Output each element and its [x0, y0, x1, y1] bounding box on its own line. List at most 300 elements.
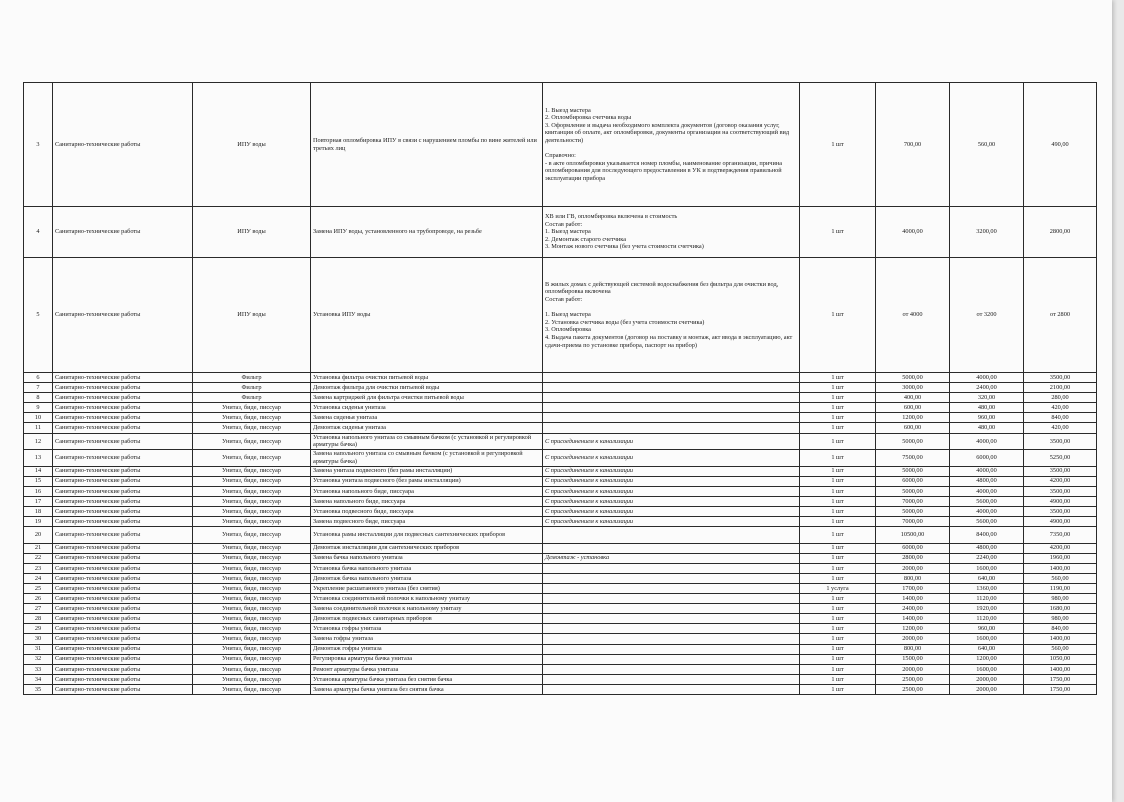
price-2: 3200,00 [950, 207, 1024, 258]
table-row [24, 433, 1097, 450]
service-note: С присоединением к канализации [543, 506, 800, 516]
work-category: Унитаз, биде, писсуар [193, 466, 311, 476]
price-3: 490,00 [1024, 83, 1097, 207]
price-2: 8400,00 [950, 527, 1024, 544]
unit: 1 шт [800, 594, 876, 604]
service-name: Установка унитаза подвесного (без рамы инсталляции) [311, 476, 543, 486]
price-3: 1680,00 [1024, 604, 1097, 614]
row-number: 33 [24, 664, 53, 674]
row-number: 17 [24, 496, 53, 506]
price-2: 5600,00 [950, 517, 1024, 527]
table-row [24, 496, 1097, 506]
price-3: 5250,00 [1024, 450, 1097, 467]
work-section: Санитарно-технические работы [53, 553, 193, 563]
service-name: Демонтаж фильтра для очистки питьевой воды [311, 383, 543, 393]
row-number: 20 [24, 527, 53, 544]
service-name: Установка фильтра очистки питьевой воды [311, 373, 543, 383]
work-category: Унитаз, биде, писсуар [193, 594, 311, 604]
service-note [543, 383, 800, 393]
work-section: Санитарно-технические работы [53, 654, 193, 664]
price-1: 3000,00 [876, 383, 950, 393]
price-2: 6000,00 [950, 450, 1024, 467]
row-number: 15 [24, 476, 53, 486]
unit: 1 шт [800, 563, 876, 573]
price-2: 1600,00 [950, 563, 1024, 573]
service-note [543, 654, 800, 664]
service-note [543, 674, 800, 684]
price-2: 4000,00 [950, 486, 1024, 496]
price-3: 840,00 [1024, 413, 1097, 423]
unit: 1 шт [800, 383, 876, 393]
work-category: Унитаз, биде, писсуар [193, 563, 311, 573]
table-row [24, 466, 1097, 476]
unit: 1 шт [800, 83, 876, 207]
work-category: Унитаз, биде, писсуар [193, 476, 311, 486]
work-section: Санитарно-технические работы [53, 486, 193, 496]
unit: 1 шт [800, 527, 876, 544]
price-1: 2500,00 [876, 674, 950, 684]
row-number: 26 [24, 594, 53, 604]
row-number: 23 [24, 563, 53, 573]
price-3: 4900,00 [1024, 496, 1097, 506]
price-3: 1400,00 [1024, 563, 1097, 573]
price-2: 5600,00 [950, 496, 1024, 506]
work-category: Унитаз, биде, писсуар [193, 506, 311, 516]
work-category: Унитаз, биде, писсуар [193, 527, 311, 544]
service-name: Установка подвесного биде, писсуара [311, 506, 543, 516]
row-number: 28 [24, 614, 53, 624]
table-row [24, 258, 1097, 373]
unit: 1 шт [800, 624, 876, 634]
price-3: 2800,00 [1024, 207, 1097, 258]
price-3: 7350,00 [1024, 527, 1097, 544]
table-row [24, 553, 1097, 563]
price-2: 1120,00 [950, 614, 1024, 624]
service-note: С присоединением к канализации [543, 450, 800, 467]
work-section: Санитарно-технические работы [53, 614, 193, 624]
price-3: 980,00 [1024, 614, 1097, 624]
price-3: 4200,00 [1024, 476, 1097, 486]
work-category: Унитаз, биде, писсуар [193, 573, 311, 583]
price-2: 2000,00 [950, 674, 1024, 684]
table-row [24, 573, 1097, 583]
service-note: С присоединением к канализации [543, 476, 800, 486]
work-category: Унитаз, биде, писсуар [193, 403, 311, 413]
service-note: В жилых домах с действующей системой водоснабжения без фильтра для очистки вод, опломбировка включена Состав работ: 1. Выезд мастера 2. Установка счетчика воды (без учета стоимости счетчика) 3. Опломбировка 4. Выдача пакета документов (договор на поставку и монтаж, акт ввода в эксплуатацию, акт сдачи-приема по установке прибора, паспорт на прибор) [543, 258, 800, 373]
service-name: Замена подвесного биде, писсуара [311, 517, 543, 527]
table-row [24, 654, 1097, 664]
service-note: ХВ или ГВ, опломбировка включена в стоимость Состав работ: 1. Выезд мастера 2. Демонтаж старого счетчика 3. Монтаж нового счетчика (без учета стоимости счетчика) [543, 207, 800, 258]
table-row [24, 674, 1097, 684]
service-name: Установка напольного биде, писсуара [311, 486, 543, 496]
unit: 1 шт [800, 684, 876, 694]
price-2: 640,00 [950, 573, 1024, 583]
work-section: Санитарно-технические работы [53, 393, 193, 403]
price-1: 5000,00 [876, 506, 950, 516]
service-name: Демонтаж инсталляции для сантехнических приборов [311, 543, 543, 553]
table-row [24, 476, 1097, 486]
price-2: 1920,00 [950, 604, 1024, 614]
price-3: 1400,00 [1024, 664, 1097, 674]
work-section: Санитарно-технические работы [53, 373, 193, 383]
row-number: 18 [24, 506, 53, 516]
price-3: 1750,00 [1024, 674, 1097, 684]
table-row [24, 543, 1097, 553]
unit: 1 шт [800, 634, 876, 644]
service-note [543, 573, 800, 583]
price-3: 1750,00 [1024, 684, 1097, 694]
service-name: Установка напольного унитаза со смывным бачком (с установкой и регулировкой арматуры бачка) [311, 433, 543, 450]
service-name: Установка ИПУ воды [311, 258, 543, 373]
work-section: Санитарно-технические работы [53, 496, 193, 506]
unit: 1 шт [800, 506, 876, 516]
row-number: 6 [24, 373, 53, 383]
price-3: 4200,00 [1024, 543, 1097, 553]
table-row [24, 517, 1097, 527]
price-2: 2400,00 [950, 383, 1024, 393]
service-name: Установка гофры унитаза [311, 624, 543, 634]
work-section: Санитарно-технические работы [53, 258, 193, 373]
unit: 1 шт [800, 517, 876, 527]
table-row [24, 624, 1097, 634]
price-3: 4900,00 [1024, 517, 1097, 527]
price-3: 840,00 [1024, 624, 1097, 634]
service-name: Повторная опломбировка ИПУ в связи с нарушением пломбы по вине жителей или третьих лиц [311, 83, 543, 207]
work-category: Унитаз, биде, писсуар [193, 553, 311, 563]
unit: 1 шт [800, 373, 876, 383]
price-3: 1960,00 [1024, 553, 1097, 563]
service-name: Установка соединительной полочки к напольному унитазу [311, 594, 543, 604]
table-row [24, 423, 1097, 433]
work-section: Санитарно-технические работы [53, 506, 193, 516]
service-name: Замена картриджей для фильтра очистки питьевой воды [311, 393, 543, 403]
price-3: 1400,00 [1024, 634, 1097, 644]
service-name: Замена арматуры бачка унитаза без снятия бачка [311, 684, 543, 694]
row-number: 30 [24, 634, 53, 644]
service-note [543, 403, 800, 413]
unit: 1 шт [800, 496, 876, 506]
price-2: 320,00 [950, 393, 1024, 403]
price-2: 4000,00 [950, 433, 1024, 450]
work-section: Санитарно-технические работы [53, 383, 193, 393]
work-section: Санитарно-технические работы [53, 476, 193, 486]
service-note [543, 543, 800, 553]
price-1: 1700,00 [876, 584, 950, 594]
table-row [24, 83, 1097, 207]
service-name: Установка арматуры бачка унитаза без снятия бачка [311, 674, 543, 684]
price-1: 2400,00 [876, 604, 950, 614]
price-2: 4000,00 [950, 373, 1024, 383]
unit: 1 шт [800, 654, 876, 664]
work-category: Унитаз, биде, писсуар [193, 423, 311, 433]
unit: 1 шт [800, 614, 876, 624]
service-name: Установка сиденья унитаза [311, 403, 543, 413]
price-1: 600,00 [876, 423, 950, 433]
price-2: 1360,00 [950, 584, 1024, 594]
price-1: 800,00 [876, 573, 950, 583]
table-row [24, 506, 1097, 516]
table-row [24, 383, 1097, 393]
price-3: 3500,00 [1024, 466, 1097, 476]
unit: 1 шт [800, 644, 876, 654]
work-category: Унитаз, биде, писсуар [193, 486, 311, 496]
service-name: Замена соединительной полочки к напольному унитазу [311, 604, 543, 614]
price-3: 2100,00 [1024, 383, 1097, 393]
service-note [543, 614, 800, 624]
unit: 1 шт [800, 476, 876, 486]
work-category: Унитаз, биде, писсуар [193, 674, 311, 684]
service-note [543, 584, 800, 594]
service-name: Замена сиденья унитаза [311, 413, 543, 423]
row-number: 8 [24, 393, 53, 403]
row-number: 7 [24, 383, 53, 393]
unit: 1 шт [800, 674, 876, 684]
work-category: Унитаз, биде, писсуар [193, 517, 311, 527]
price-3: 980,00 [1024, 594, 1097, 604]
price-1: 2000,00 [876, 664, 950, 674]
price-3: 560,00 [1024, 573, 1097, 583]
row-number: 21 [24, 543, 53, 553]
price-3: 1050,00 [1024, 654, 1097, 664]
price-3: 420,00 [1024, 403, 1097, 413]
work-section: Санитарно-технические работы [53, 664, 193, 674]
price-3: 280,00 [1024, 393, 1097, 403]
unit: 1 услуга [800, 584, 876, 594]
service-note [543, 594, 800, 604]
work-section: Санитарно-технические работы [53, 563, 193, 573]
work-section: Санитарно-технические работы [53, 644, 193, 654]
row-number: 34 [24, 674, 53, 684]
price-1: 7000,00 [876, 517, 950, 527]
service-note: С присоединением к канализации [543, 496, 800, 506]
row-number: 19 [24, 517, 53, 527]
work-category: Фильтр [193, 393, 311, 403]
price-1: 1500,00 [876, 654, 950, 664]
row-number: 31 [24, 644, 53, 654]
unit: 1 шт [800, 466, 876, 476]
price-2: 4800,00 [950, 543, 1024, 553]
price-1: 10500,00 [876, 527, 950, 544]
row-number: 22 [24, 553, 53, 563]
work-category: Фильтр [193, 383, 311, 393]
unit: 1 шт [800, 433, 876, 450]
unit: 1 шт [800, 207, 876, 258]
table-row [24, 373, 1097, 383]
price-2: 1600,00 [950, 634, 1024, 644]
price-1: 5000,00 [876, 373, 950, 383]
work-section: Санитарно-технические работы [53, 433, 193, 450]
work-category: Унитаз, биде, писсуар [193, 433, 311, 450]
work-category: ИПУ воды [193, 83, 311, 207]
table-row [24, 584, 1097, 594]
work-section: Санитарно-технические работы [53, 517, 193, 527]
price-1: 700,00 [876, 83, 950, 207]
price-2: 1200,00 [950, 654, 1024, 664]
table-row [24, 634, 1097, 644]
work-section: Санитарно-технические работы [53, 584, 193, 594]
table-row [24, 486, 1097, 496]
service-note: С присоединением к канализации [543, 486, 800, 496]
row-number: 9 [24, 403, 53, 413]
service-note [543, 624, 800, 634]
work-section: Санитарно-технические работы [53, 450, 193, 467]
price-1: от 4000 [876, 258, 950, 373]
price-1: 2500,00 [876, 684, 950, 694]
service-name: Замена напольного биде, писсуара [311, 496, 543, 506]
work-section: Санитарно-технические работы [53, 423, 193, 433]
row-number: 25 [24, 584, 53, 594]
work-section: Санитарно-технические работы [53, 684, 193, 694]
price-1: 6000,00 [876, 476, 950, 486]
row-number: 29 [24, 624, 53, 634]
price-list-table [23, 82, 1097, 695]
work-category: Унитаз, биде, писсуар [193, 634, 311, 644]
service-note [543, 527, 800, 544]
service-name: Замена напольного унитаза со смывным бачком (с установкой и регулировкой арматуры бачка) [311, 450, 543, 467]
work-section: Санитарно-технические работы [53, 527, 193, 544]
price-1: 1200,00 [876, 624, 950, 634]
price-1: 4000,00 [876, 207, 950, 258]
work-category: Унитаз, биде, писсуар [193, 496, 311, 506]
row-number: 13 [24, 450, 53, 467]
unit: 1 шт [800, 486, 876, 496]
price-1: 5000,00 [876, 466, 950, 476]
price-2: 4000,00 [950, 466, 1024, 476]
service-note: 1. Выезд мастера 2. Опломбировка счетчика воды 3. Оформление и выдача необходимого комплекта документов (договор оказания услуг, квитанция об оплате, акт опломбировки, документы организации на соответствующий вид деятельности) Справочно: - в акте опломбировки указывается номер пломбы, наименование организации, причина опломбирования для последующего предоставления в УК и подтверждения правильной эксплуатации прибора [543, 83, 800, 207]
price-1: 1200,00 [876, 413, 950, 423]
price-3: от 2800 [1024, 258, 1097, 373]
unit: 1 шт [800, 553, 876, 563]
row-number: 27 [24, 604, 53, 614]
service-name: Укрепление расшатанного унитаза (без снятия) [311, 584, 543, 594]
service-name: Замена ИПУ воды, установленного на трубопроводе, на резьбе [311, 207, 543, 258]
price-1: 2000,00 [876, 634, 950, 644]
service-note: С присоединением к канализации [543, 433, 800, 450]
price-2: 480,00 [950, 423, 1024, 433]
unit: 1 шт [800, 604, 876, 614]
table-row [24, 644, 1097, 654]
price-1: 7500,00 [876, 450, 950, 467]
price-2: 560,00 [950, 83, 1024, 207]
work-section: Санитарно-технические работы [53, 674, 193, 684]
service-note [543, 373, 800, 383]
work-section: Санитарно-технические работы [53, 413, 193, 423]
price-2: 640,00 [950, 644, 1024, 654]
work-section: Санитарно-технические работы [53, 83, 193, 207]
table-row [24, 207, 1097, 258]
price-3: 1190,00 [1024, 584, 1097, 594]
work-section: Санитарно-технические работы [53, 573, 193, 583]
price-3: 560,00 [1024, 644, 1097, 654]
work-category: Унитаз, биде, писсуар [193, 604, 311, 614]
service-name: Замена бачка напольного унитаза [311, 553, 543, 563]
service-name: Демонтаж сиденья унитаза [311, 423, 543, 433]
unit: 1 шт [800, 423, 876, 433]
row-number: 32 [24, 654, 53, 664]
row-number: 35 [24, 684, 53, 694]
work-category: Унитаз, биде, писсуар [193, 664, 311, 674]
service-name: Демонтаж гофры унитаза [311, 644, 543, 654]
table-row [24, 594, 1097, 604]
unit: 1 шт [800, 403, 876, 413]
unit: 1 шт [800, 413, 876, 423]
table-row [24, 393, 1097, 403]
work-section: Санитарно-технические работы [53, 403, 193, 413]
row-number: 3 [24, 83, 53, 207]
service-note [543, 413, 800, 423]
work-category: ИПУ воды [193, 207, 311, 258]
service-name: Демонтаж подвесных санитарных приборов [311, 614, 543, 624]
table-row [24, 664, 1097, 674]
work-category: Унитаз, биде, писсуар [193, 644, 311, 654]
row-number: 14 [24, 466, 53, 476]
table-row [24, 527, 1097, 544]
service-note: С присоединением к канализации [543, 517, 800, 527]
price-1: 800,00 [876, 644, 950, 654]
work-category: Унитаз, биде, писсуар [193, 624, 311, 634]
price-3: 3500,00 [1024, 506, 1097, 516]
row-number: 16 [24, 486, 53, 496]
table-row [24, 684, 1097, 694]
price-2: 2240,00 [950, 553, 1024, 563]
work-category: Унитаз, биде, писсуар [193, 584, 311, 594]
service-note [543, 604, 800, 614]
price-1: 5000,00 [876, 433, 950, 450]
price-1: 5000,00 [876, 486, 950, 496]
table-row [24, 563, 1097, 573]
service-name: Установка рамы инсталляции для подвесных сантехнических приборов [311, 527, 543, 544]
service-name: Установка бачка напольного унитаза [311, 563, 543, 573]
service-note: С присоединением к канализации [543, 466, 800, 476]
service-name: Замена унитаза подвесного (без рамы инсталляции) [311, 466, 543, 476]
price-1: 2800,00 [876, 553, 950, 563]
price-2: от 3200 [950, 258, 1024, 373]
work-section: Санитарно-технические работы [53, 604, 193, 614]
price-3: 3500,00 [1024, 433, 1097, 450]
work-category: ИПУ воды [193, 258, 311, 373]
row-number: 10 [24, 413, 53, 423]
work-category: Унитаз, биде, писсуар [193, 543, 311, 553]
work-category: Унитаз, биде, писсуар [193, 684, 311, 694]
price-3: 420,00 [1024, 423, 1097, 433]
row-number: 24 [24, 573, 53, 583]
service-note [543, 664, 800, 674]
service-name: Ремонт арматуры бачка унитаза [311, 664, 543, 674]
price-2: 4000,00 [950, 506, 1024, 516]
table-row [24, 403, 1097, 413]
unit: 1 шт [800, 393, 876, 403]
price-2: 4800,00 [950, 476, 1024, 486]
service-name: Регулировка арматуры бачка унитаза [311, 654, 543, 664]
price-1: 600,00 [876, 403, 950, 413]
table-row [24, 450, 1097, 467]
table-row [24, 614, 1097, 624]
price-1: 6000,00 [876, 543, 950, 553]
price-1: 1400,00 [876, 594, 950, 604]
work-section: Санитарно-технические работы [53, 207, 193, 258]
work-section: Санитарно-технические работы [53, 634, 193, 644]
work-category: Унитаз, биде, писсуар [193, 654, 311, 664]
row-number: 12 [24, 433, 53, 450]
row-number: 11 [24, 423, 53, 433]
row-number: 4 [24, 207, 53, 258]
price-1: 2000,00 [876, 563, 950, 573]
unit: 1 шт [800, 258, 876, 373]
service-note: Демонтаж - установка [543, 553, 800, 563]
price-2: 960,00 [950, 413, 1024, 423]
price-2: 1120,00 [950, 594, 1024, 604]
price-1: 400,00 [876, 393, 950, 403]
